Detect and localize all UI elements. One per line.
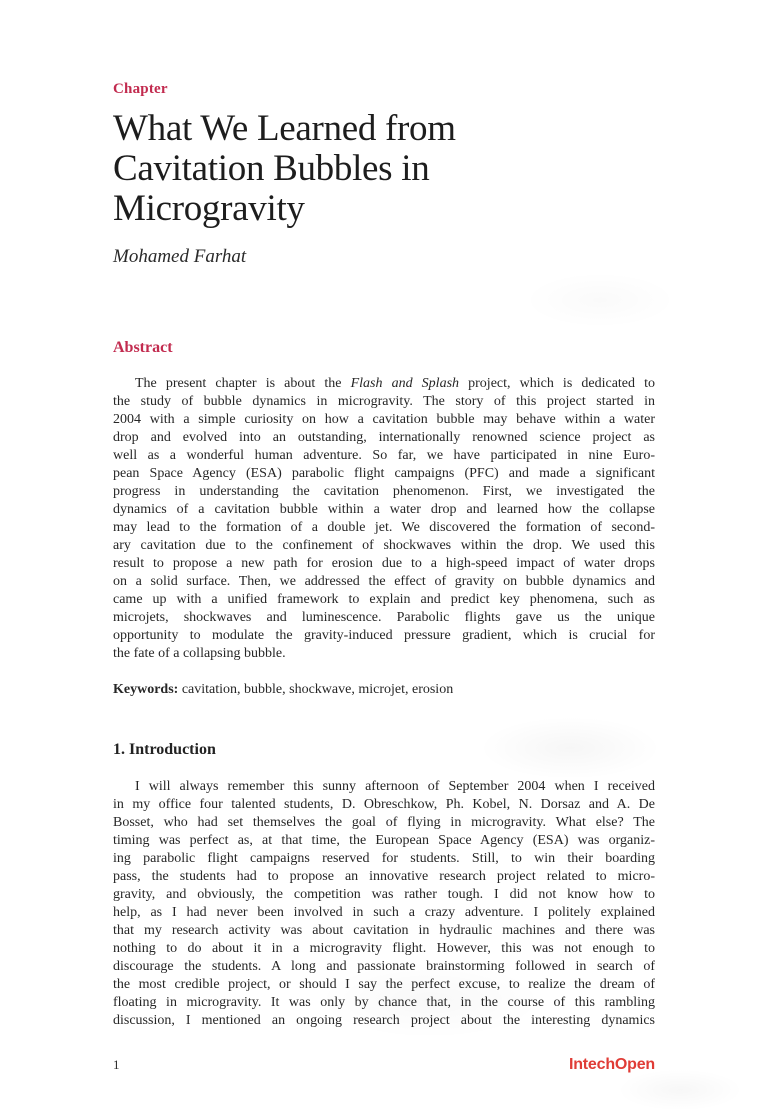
paragraph-line: discussion, I mentioned an ongoing research project about the interesting dynamics [113, 1013, 655, 1028]
paragraph-line: timing was perfect as, at that time, the European Space Agency (ESA) was organiz- [113, 833, 655, 848]
abstract-heading: Abstract [113, 339, 173, 356]
keywords-label: Keywords: [113, 682, 179, 697]
page-footer [113, 1056, 655, 1074]
paragraph-line: discourage the students. A long and passionate brainstorming followed in search of [113, 959, 655, 974]
abstract-line1-pre: The present chapter is about the [135, 376, 351, 391]
abstract-line1-post: project, which is dedicated to [459, 376, 655, 391]
paragraph-line: help, as I had never been involved in such a crazy adventure. I politely explained [113, 905, 655, 920]
title-line-2: Cavitation Bubbles in [113, 148, 430, 189]
author-name: Mohamed Farhat [113, 246, 247, 267]
paragraph-line: well as a wonderful human adventure. So far, we have participated in nine Euro- [113, 448, 655, 463]
keywords-line [113, 681, 655, 699]
paragraph-line: nothing to do about it in a microgravity flight. However, this was not enough to [113, 941, 655, 956]
paragraph-line: dynamics of a cavitation bubble within a water drop and learned how the collapse [113, 502, 655, 517]
paragraph-line: gravity, and obviously, the competition was rather tough. I did not know how to [113, 887, 655, 902]
title-line-3: Microgravity [113, 188, 305, 229]
introduction-paragraph [113, 778, 655, 1030]
paragraph-line: drop and evolved into an outstanding, internationally renowned science project as [113, 430, 655, 445]
page-content [113, 0, 655, 1030]
title-line-1: What We Learned from [113, 108, 456, 149]
paragraph-line: result to propose a new path for erosion due to a high-speed impact of water drops [113, 556, 655, 571]
paragraph-line: pean Space Agency (ESA) parabolic flight campaigns (PFC) and made a significant [113, 466, 655, 481]
paragraph-line: progress in understanding the cavitation phenomenon. First, we investigated the [113, 484, 655, 499]
project-name-italic: Flash and Splash [350, 376, 460, 391]
paragraph-line: on a solid surface. Then, we addressed the effect of gravity on bubble dynamics and [113, 574, 655, 589]
paragraph-line: came up with a unified framework to explain and predict key phenomena, such as [113, 592, 655, 607]
section-heading-introduction: 1. Introduction [113, 741, 216, 758]
chapter-label: Chapter [113, 81, 168, 97]
paragraph-line: that my research activity was about cavitation in hydraulic machines and there was [113, 923, 655, 938]
paragraph-line: ary cavitation due to the confinement of shockwaves within the drop. We used this [113, 538, 655, 553]
paragraph-line: I will always remember this sunny afternoon of September 2004 when I received [135, 779, 655, 794]
publisher-logo: IntechOpen [568, 1056, 655, 1073]
paragraph-line: may lead to the formation of a double jet. We discovered the formation of second- [113, 520, 655, 535]
page-number: 1 [113, 1057, 120, 1072]
paragraph-line [113, 375, 655, 393]
keywords-terms: cavitation, bubble, shockwave, microjet, erosion [181, 682, 454, 697]
paragraph-line: floating in microgravity. It was only by chance that, in the course of this rambling [113, 995, 655, 1010]
paragraph-line: microjets, shockwaves and luminescence. Parabolic flights gave us the unique [113, 610, 655, 625]
paragraph-line: ing parabolic flight campaigns reserved for students. Still, to win their boarding [113, 851, 655, 866]
paragraph-line: in my office four talented students, D. Obreschkow, Ph. Kobel, N. Dorsaz and A. De [113, 797, 655, 812]
paragraph-line: opportunity to modulate the gravity-induced pressure gradient, which is crucial for [113, 628, 655, 643]
paragraph-line: Bosset, who had set themselves the goal of flying in microgravity. What else? The [113, 815, 655, 830]
abstract-paragraph [113, 375, 655, 663]
paragraph-line: pass, the students had to propose an innovative research project related to micro- [113, 869, 655, 884]
paragraph-line: 2004 with a simple curiosity on how a cavitation bubble may behave within a water [113, 412, 655, 427]
paragraph-line: the most credible project, or should I say the perfect excuse, to realize the dream of [113, 977, 655, 992]
paragraph-line: the study of bubble dynamics in microgravity. The story of this project started in [113, 394, 655, 409]
chapter-title [113, 109, 655, 229]
paragraph-line: the fate of a collapsing bubble. [113, 646, 286, 661]
